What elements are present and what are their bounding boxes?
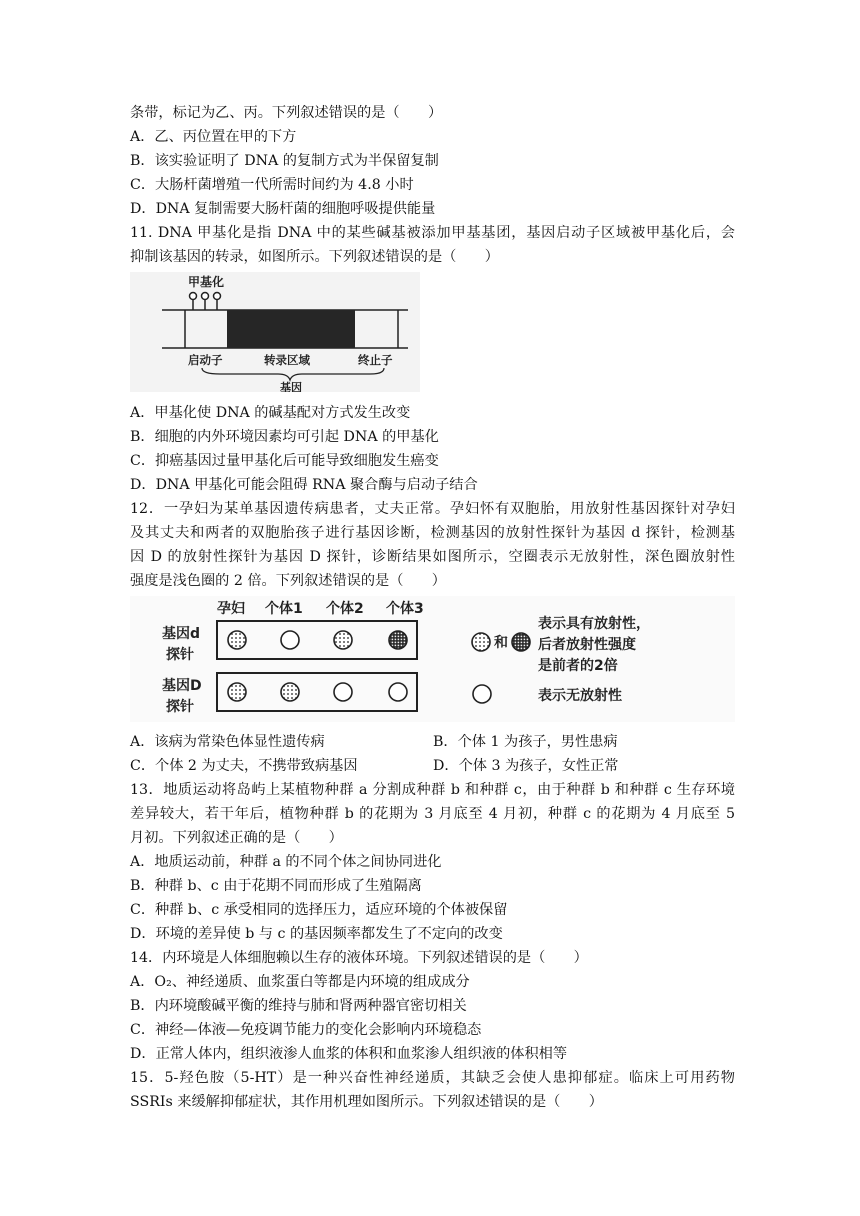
q14-option-d: D．正常人体内，组织液渗人血浆的体积和血浆渗人组织液的体积相等: [130, 1046, 568, 1062]
transcribed-region-block: [227, 310, 355, 348]
q12-stem-line2: 及其丈夫和两者的双胞胎孩子进行基因诊断，检测基因的放射性探针为基因 d 探针，检测基: [130, 525, 735, 541]
q15-stem-line2: SSRIs 来缓解抑郁症状，其作用机理如图所示。下列叙述错误的是（ ）: [130, 1094, 603, 1110]
methylation-figure: [130, 272, 420, 392]
col-individual-1: 个体1: [265, 601, 303, 617]
q12-stem-line4: 强度是浅色圈的 2 倍。下列叙述错误的是（ ）: [130, 573, 446, 589]
row1-individual3-dark-circle: [389, 631, 407, 649]
methyl-label: 甲基化: [188, 275, 225, 289]
q11-stem-line2: 抑制该基因的转录，如图所示。下列叙述错误的是（ ）: [130, 249, 499, 265]
q11-option-a: A．甲基化使 DNA 的碱基配对方式发生改变: [130, 405, 411, 421]
col-pregnant-woman: 孕妇: [217, 601, 245, 617]
row1-individual2-light-circle: [334, 631, 352, 649]
legend-light-circle: [472, 633, 490, 651]
q11-option-b: B．细胞的内外环境因素均可引起 DNA 的甲基化: [130, 429, 439, 445]
q12-option-a: A．该病为常染色体显性遗传病: [130, 734, 325, 750]
row2-individual1-light-circle: [281, 683, 299, 701]
probe-figure: [130, 596, 735, 722]
q10-option-c: C．大肠杆菌增殖一代所需时间约为 4.8 小时: [130, 177, 414, 193]
row1-label-gene: 基因d: [162, 626, 201, 642]
q13-option-a: A．地质运动前，种群 a 的不同个体之间协同进化: [130, 854, 442, 870]
row2-individual2-empty-circle: [334, 683, 352, 701]
row2-label-probe: 探针: [166, 699, 194, 715]
q13-stem-line3: 月初。下列叙述正确的是（ ）: [130, 830, 343, 846]
q10-stem-end: 条带，标记为乙、丙。下列叙述错误的是（ ）: [130, 105, 443, 121]
q14-option-b: B．内环境酸碱平衡的维持与肺和肾两种器官密切相关: [130, 998, 467, 1014]
legend1-line3: 是前者的2倍: [538, 658, 618, 674]
q12-option-b: B．个体 1 为孩子，男性患病: [433, 734, 618, 750]
q13-option-b: B．种群 b、c 由于花期不同而形成了生殖隔离: [130, 878, 422, 894]
gene-label: 基因: [280, 381, 302, 392]
q11-option-d: D．DNA 甲基化可能会阻碍 RNA 聚合酶与启动子结合: [130, 477, 478, 493]
legend1-line1: 表示具有放射性，: [538, 616, 650, 632]
row2-individual3-empty-circle: [389, 683, 407, 701]
q12-option-d: D．个体 3 为孩子，女性正常: [433, 758, 619, 774]
legend1-line2: 后者放射性强度: [538, 637, 636, 653]
legend2-text: 表示无放射性: [538, 688, 622, 704]
promoter-label: 启动子: [188, 353, 223, 367]
q14-option-a: A．O₂、神经递质、血浆蛋白等都是内环境的组成成分: [130, 974, 470, 990]
q12-stem-line3: 因 D 的放射性探针为基因 D 探针，诊断结果如图所示，空圈表示无放射性，深色圈放射性: [130, 549, 735, 565]
row1-pregnant-light-circle: [228, 631, 246, 649]
col-individual-3: 个体3: [386, 601, 424, 617]
q11-stem-line1: 11. DNA 甲基化是指 DNA 中的某些碱基被添加甲基基团，基因启动子区域被甲基化后，会: [130, 225, 735, 241]
row1-label-probe: 探针: [166, 647, 194, 663]
legend-dark-circle: [512, 633, 530, 651]
q14-stem: 14．内环境是人体细胞赖以生存的液体环境。下列叙述错误的是（ ）: [130, 950, 588, 966]
q10-option-a: A．乙、丙位置在甲的下方: [130, 129, 297, 145]
legend-empty-circle: [473, 685, 491, 703]
q15-stem-line1: 15．5-羟色胺（5-HT）是一种兴奋性神经递质，其缺乏会使人患抑郁症。临床上可用药物: [130, 1070, 735, 1086]
legend-and: 和: [494, 635, 508, 651]
q11-option-c: C．抑癌基因过量甲基化后可能导致细胞发生癌变: [130, 453, 439, 469]
probe-diagram: [130, 596, 735, 722]
terminator-label: 终止子: [358, 353, 393, 367]
q13-stem-line1: 13．地质运动将岛屿上某植物种群 a 分割成种群 b 和种群 c，由于种群 b 和种群 c 生存环境: [130, 782, 735, 798]
row1-individual1-empty-circle: [281, 631, 299, 649]
col-individual-2: 个体2: [326, 601, 364, 617]
row2-label-gene: 基因D: [162, 678, 202, 694]
q13-option-d: D．环境的差异使 b 与 c 的基因频率都发生了不定向的改变: [130, 926, 503, 942]
q12-option-c: C．个体 2 为丈夫，不携带致病基因: [130, 758, 358, 774]
methylation-diagram: [130, 272, 420, 392]
q13-stem-line2: 差异较大，若干年后，植物种群 b 的花期为 3 月底至 4 月初，种群 c 的花期为 4 月底至 5: [130, 806, 735, 822]
q10-option-d: D．DNA 复制需要大肠杆菌的细胞呼吸提供能量: [130, 201, 436, 217]
q12-stem-line1: 12．一孕妇为某单基因遗传病患者，丈夫正常。孕妇怀有双胞胎，用放射性基因探针对孕妇: [130, 501, 735, 517]
row2-pregnant-light-circle: [228, 683, 246, 701]
transcribed-region-label: 转录区域: [264, 353, 310, 367]
q14-option-c: C．神经—体液—免疫调节能力的变化会影响内环境稳态: [130, 1022, 482, 1038]
q13-option-c: C．种群 b、c 承受相同的选择压力，适应环境的个体被保留: [130, 902, 508, 918]
q10-option-b: B．该实验证明了 DNA 的复制方式为半保留复制: [130, 153, 439, 169]
